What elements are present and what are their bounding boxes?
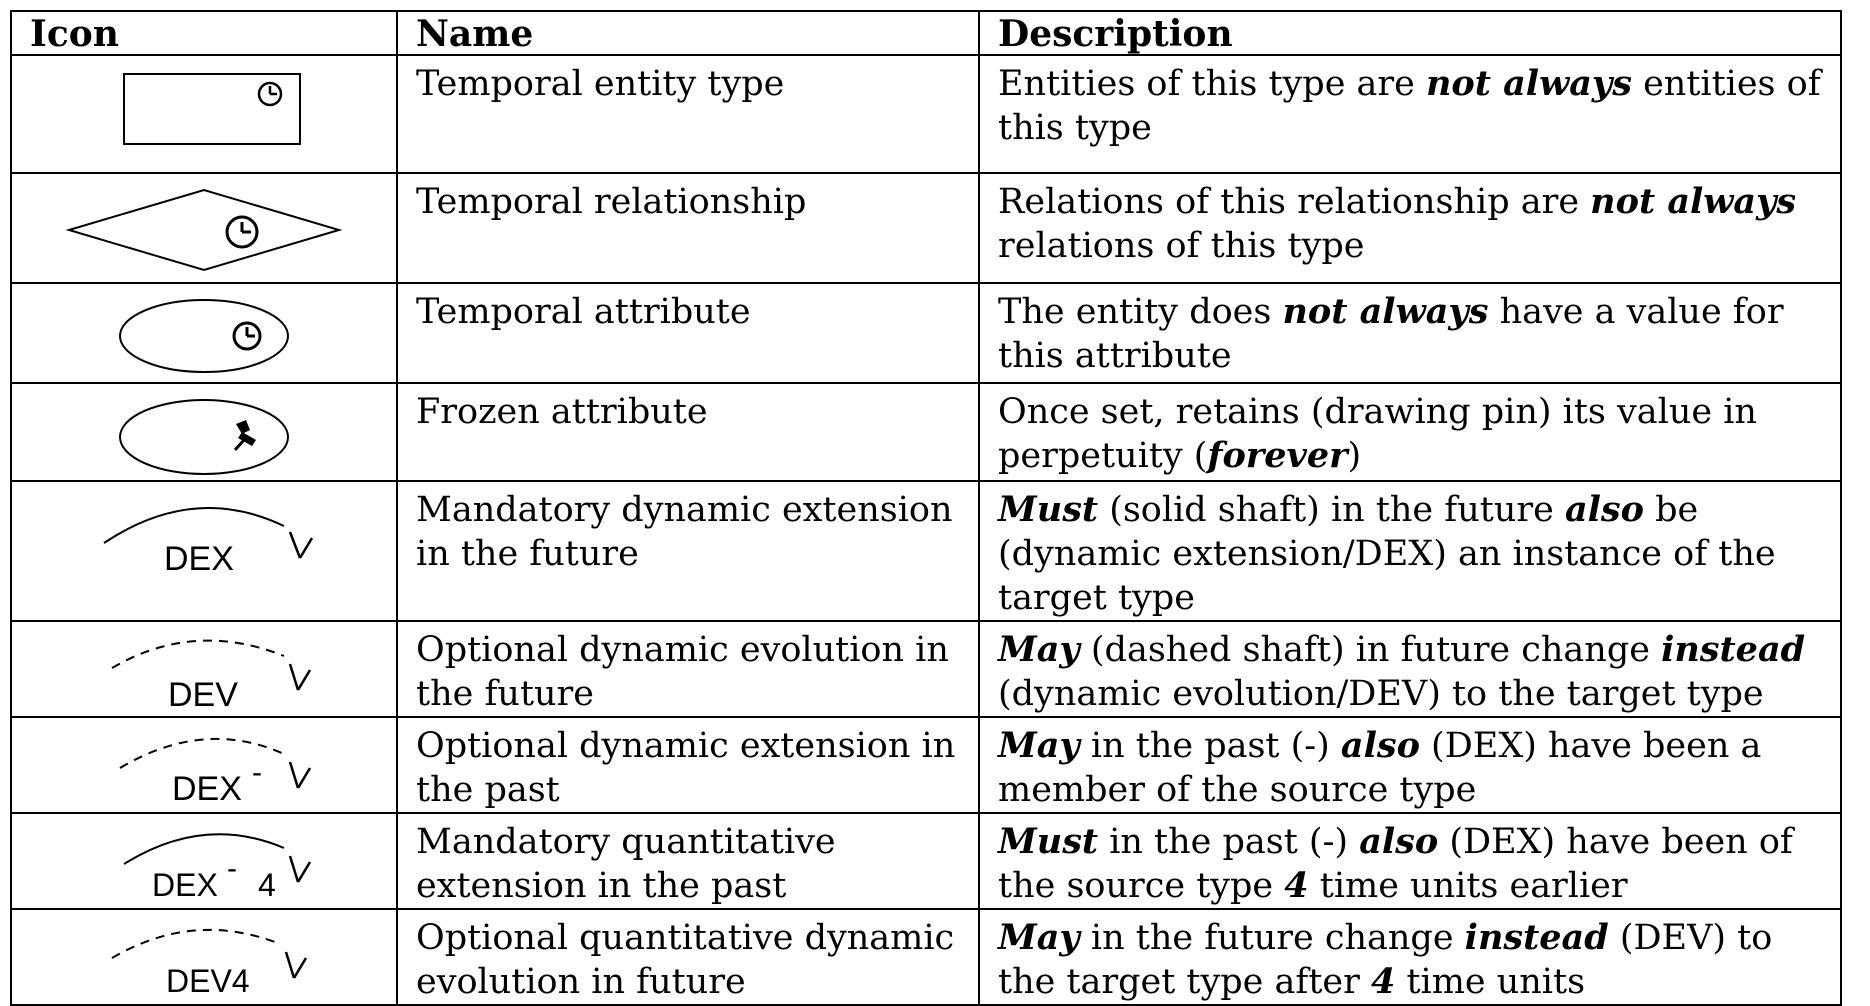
emphasis-text: also bbox=[1340, 725, 1420, 766]
icon-label: DEX bbox=[152, 867, 218, 903]
emphasis-text: forever bbox=[1207, 435, 1348, 476]
table-row bbox=[11, 55, 1841, 173]
rectangle-clock-icon bbox=[104, 62, 304, 152]
solid-arrow-dex-icon bbox=[84, 488, 324, 588]
description-text: (dynamic evolution/DEV) to the target type bbox=[998, 674, 1764, 714]
table-row bbox=[11, 173, 1841, 283]
description-text: have a value for this attribute bbox=[998, 292, 1784, 376]
description-text: in the past (-) bbox=[1098, 822, 1360, 862]
header-name: Name bbox=[397, 11, 979, 55]
emphasis-text: also bbox=[1564, 489, 1644, 530]
description-text: in the future change bbox=[1079, 918, 1465, 958]
table-row bbox=[11, 621, 1841, 717]
dashed-arrow-dev4-icon bbox=[84, 916, 324, 1004]
icon-label: DEX bbox=[164, 540, 234, 578]
row-name: Optional dynamic evolution in the future bbox=[397, 621, 979, 717]
quantity-label: 4 bbox=[258, 867, 276, 903]
emphasis-text: May bbox=[998, 629, 1080, 670]
header-description: Description bbox=[979, 11, 1841, 55]
diamond-clock-icon bbox=[54, 180, 354, 280]
row-description bbox=[979, 717, 1841, 813]
emphasis-text: May bbox=[998, 917, 1080, 958]
table-row bbox=[11, 813, 1841, 909]
row-name: Temporal entity type bbox=[397, 55, 979, 173]
row-name: Mandatory quantitative extension in the past bbox=[397, 813, 979, 909]
row-description bbox=[979, 909, 1841, 1005]
emphasis-text: instead bbox=[1661, 629, 1806, 670]
ellipse-clock-icon bbox=[104, 290, 304, 380]
icon-label: DEX bbox=[172, 770, 242, 808]
icon-label: DEV4 bbox=[166, 963, 250, 999]
notation-table bbox=[10, 10, 1842, 1006]
emphasis-text: May bbox=[998, 725, 1080, 766]
description-text: relations of this type bbox=[998, 226, 1365, 266]
emphasis-text: Must bbox=[998, 821, 1099, 862]
row-name: Optional quantitative dynamic evolution in future bbox=[397, 909, 979, 1005]
row-name: Temporal relationship bbox=[397, 173, 979, 283]
emphasis-text: not always bbox=[1425, 63, 1632, 104]
emphasis-text: 4 bbox=[1370, 961, 1396, 1002]
description-text: time units earlier bbox=[1308, 866, 1628, 906]
row-description bbox=[979, 55, 1841, 173]
header-row bbox=[11, 11, 1841, 55]
emphasis-text: also bbox=[1359, 821, 1439, 862]
description-text: in the past (-) bbox=[1079, 726, 1341, 766]
row-name: Optional dynamic extension in the past bbox=[397, 717, 979, 813]
row-description bbox=[979, 481, 1841, 621]
table-row bbox=[11, 717, 1841, 813]
dashed-arrow-dex-minus-icon bbox=[84, 724, 324, 812]
table-row bbox=[11, 283, 1841, 383]
minus-superscript: - bbox=[227, 852, 237, 885]
description-text: (solid shaft) in the future bbox=[1098, 490, 1565, 530]
ellipse-pin-icon bbox=[104, 390, 304, 480]
dashed-arrow-dev-icon bbox=[84, 628, 324, 716]
description-text: (dashed shaft) in future change bbox=[1079, 630, 1662, 670]
emphasis-text: instead bbox=[1464, 917, 1609, 958]
emphasis-text: not always bbox=[1590, 181, 1797, 222]
row-description bbox=[979, 621, 1841, 717]
row-name: Mandatory dynamic extension in the future bbox=[397, 481, 979, 621]
row-description bbox=[979, 813, 1841, 909]
description-text: (DEV) to the target type after bbox=[998, 918, 1773, 1002]
description-text: The entity does bbox=[998, 292, 1283, 332]
emphasis-text: 4 bbox=[1284, 865, 1309, 906]
table-row bbox=[11, 481, 1841, 621]
table-row bbox=[11, 383, 1841, 481]
row-description bbox=[979, 283, 1841, 383]
emphasis-text: not always bbox=[1282, 291, 1489, 332]
description-text: Once set, retains (drawing pin) its value in perpetuity ( bbox=[998, 392, 1757, 476]
emphasis-text: Must bbox=[998, 489, 1099, 530]
minus-superscript: - bbox=[252, 756, 262, 789]
description-text: entities of this type bbox=[998, 64, 1821, 148]
description-text: ) bbox=[1347, 436, 1362, 476]
description-text: (DEX) have been of the source type bbox=[998, 822, 1793, 906]
row-description bbox=[979, 383, 1841, 481]
description-text: (DEX) have been a member of the source type bbox=[998, 726, 1762, 810]
description-text: time units bbox=[1395, 962, 1586, 1002]
table-row bbox=[11, 909, 1841, 1005]
icon-label: DEV bbox=[168, 676, 238, 714]
row-name: Temporal attribute bbox=[397, 283, 979, 383]
row-description bbox=[979, 173, 1841, 283]
row-name: Frozen attribute bbox=[397, 383, 979, 481]
description-text: Relations of this relationship are bbox=[998, 182, 1591, 222]
drawing-pin-icon bbox=[235, 420, 256, 450]
description-text: Entities of this type are bbox=[998, 64, 1426, 104]
solid-arrow-dex-minus-4-icon bbox=[84, 820, 324, 908]
description-text: be (dynamic extension/DEX) an instance of the target type bbox=[998, 490, 1776, 618]
header-icon: Icon bbox=[11, 11, 397, 55]
